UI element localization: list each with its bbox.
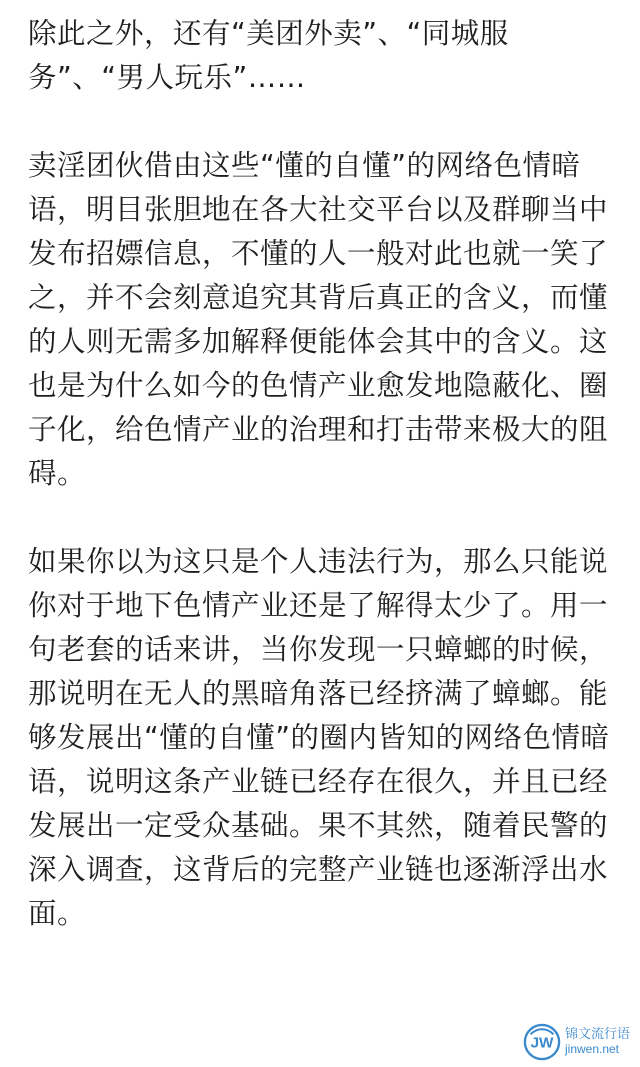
site-watermark [523,1023,630,1061]
logo-text: JW [530,1034,554,1052]
paragraph-1: 除此之外，还有“美团外卖”、“同城服务”、“男人玩乐”…… [28,17,509,94]
jinwen-logo-icon [523,1023,561,1061]
article-body [28,12,620,936]
watermark-site-url: jinwen.net [564,1041,620,1056]
paragraph-3: 如果你以为这只是个人违法行为，那么只能说你对于地下色情产业还是了解得太少了。用一句老套的话来讲，当你发现一只蟑螂的时候，那说明在无人的黑暗角落已经挤满了蟑螂。能够发展出“懂的自懂”的圈内皆知的网络色情暗语，说明这条产业链已经存在很久，并且已经发展出一定受众基础。果不其然，随着民警的深入调查，这背后的完整产业链也逐渐浮出水面。 [28,545,610,930]
watermark-text [565,1028,630,1055]
watermark-site-name: 锦文流行语 [564,1027,630,1043]
paragraph-spacer [28,496,620,540]
paragraph-spacer [28,100,620,144]
paragraph-2: 卖淫团伙借由这些“懂的自懂”的网络色情暗语，明目张胆地在各大社交平台以及群聊当中发布招嫖信息，不懂的人一般对此也就一笑了之，并不会刻意追究其背后真正的含义，而懂的人则无需多加解释便能体会其中的含义。这也是为什么如今的色情产业愈发地隐蔽化、圈子化，给色情产业的治理和打击带来极大的阻碍。 [28,149,609,490]
